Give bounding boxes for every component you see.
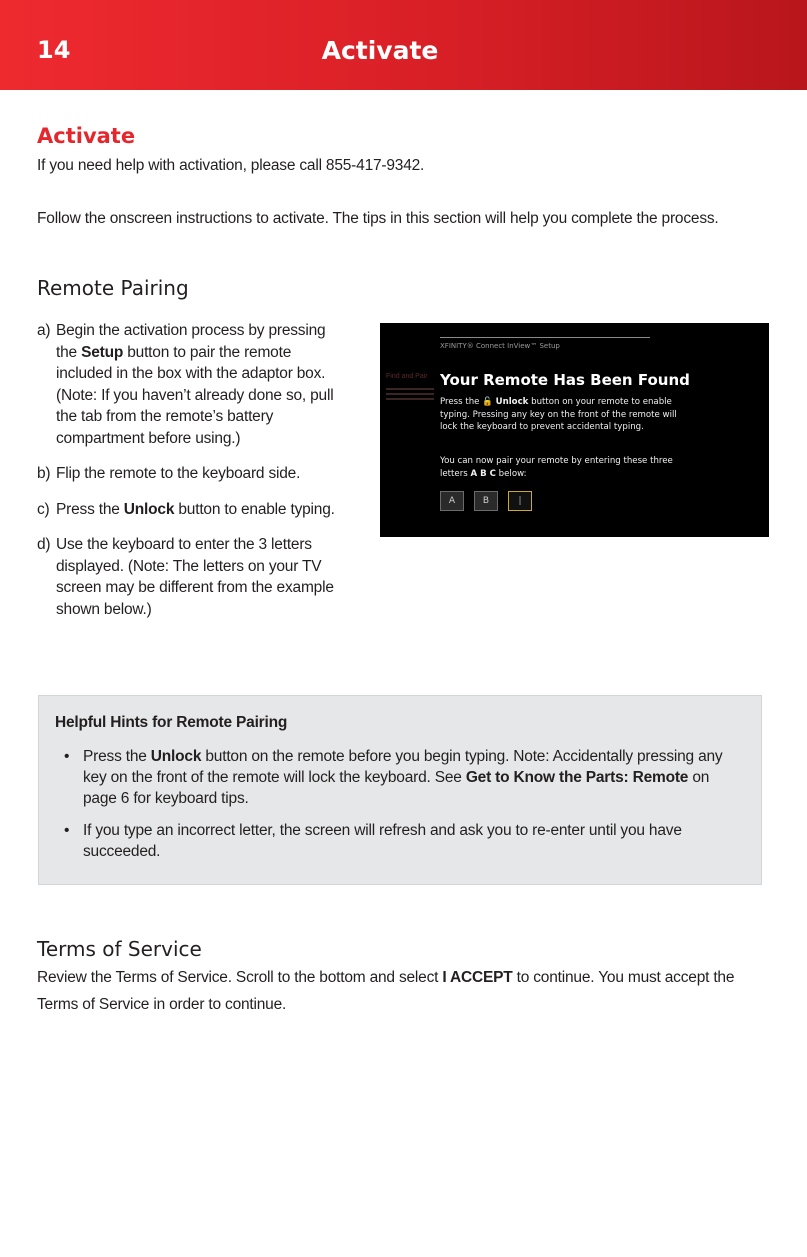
- terms-text-end: to continue. You must accept the Terms of Service in order to continue.: [37, 969, 735, 1013]
- i-accept-ref: I ACCEPT: [442, 969, 513, 986]
- hint-item-2: [64, 820, 733, 862]
- hint-text-mid: button on the remote before you begin typing. Note: Accidentally pressing any key on the front of the remote will lock the keyboard. See: [83, 748, 723, 786]
- background-menu-text: Find and Pair: [386, 373, 428, 380]
- remote-pairing-heading: Remote Pairing: [37, 276, 189, 300]
- pairing-step-a: [37, 320, 347, 449]
- step-label: c): [37, 500, 50, 518]
- letter-box-1: A: [440, 491, 464, 511]
- tv-brand-label: XFINITY® Connect InView™ Setup: [440, 342, 560, 350]
- letter-box-2: B: [474, 491, 498, 511]
- step-label: b): [37, 465, 51, 482]
- page-header-banner: [0, 0, 807, 90]
- unlock-button-ref: Unlock: [123, 500, 175, 518]
- tv-unlock-instructions: [440, 396, 680, 434]
- tv-pair-instructions: [440, 455, 680, 480]
- terms-text-start: Review the Terms of Service. Scroll to the bottom and select: [37, 969, 443, 986]
- divider: [440, 337, 650, 338]
- lock-icon: 🔓: [482, 397, 496, 407]
- hint-text-end: on page 6 for keyboard tips.: [83, 769, 710, 807]
- hint-text: If you type an incorrect letter, the screen will refresh and ask you to re-enter until you have succeeded.: [83, 822, 682, 860]
- bullet: •: [64, 822, 70, 839]
- terms-text: [37, 964, 762, 1018]
- helpful-hints-box: [38, 695, 762, 885]
- hint-text: Press the: [83, 748, 151, 765]
- parts-reference: Get to Know the Parts: Remote: [465, 769, 689, 786]
- activate-heading: Activate: [37, 124, 136, 148]
- bullet: •: [64, 748, 70, 765]
- pairing-step-c: [37, 499, 347, 521]
- step-label: d): [37, 536, 51, 553]
- step-text: Begin the activation process by pressing the: [56, 322, 326, 361]
- tv-text: Press the: [440, 397, 483, 407]
- step-text: Press the: [56, 500, 124, 518]
- tv-letters-bold: A B C: [470, 468, 496, 479]
- setup-button-ref: Setup: [81, 343, 124, 361]
- hint-item-1: [64, 746, 733, 809]
- tv-text-cont: button on your remote to enable typing. Pressing any key on the front of the remote will lock the keyboard to prevent accidental typing.: [440, 397, 677, 432]
- step-label: a): [37, 322, 51, 339]
- step-text-cont: button to pair the remote included in the box with the adaptor box. (Note: If you haven’t already done so, pull the tab from the remote’s battery compartment before using.): [56, 343, 334, 447]
- tv-unlock-bold: Unlock: [495, 397, 529, 407]
- letter-entry-boxes: [440, 491, 532, 511]
- background-menu-lines: [386, 388, 434, 403]
- page-title: Activate: [321, 36, 439, 65]
- tv-text-cont: below:: [495, 468, 527, 479]
- step-text: Flip the remote to the keyboard side.: [56, 465, 301, 482]
- activate-instructions-line: Follow the onscreen instructions to activate. The tips in this section will help you complete the process.: [37, 210, 719, 227]
- pairing-step-b: [37, 463, 347, 485]
- unlock-ref: Unlock: [150, 748, 202, 765]
- activate-help-line: If you need help with activation, please call 855-417-9342.: [37, 157, 425, 174]
- letter-box-3: |: [508, 491, 532, 511]
- tv-screenshot: [380, 323, 769, 537]
- step-text: Use the keyboard to enter the 3 letters displayed. (Note: The letters on your TV screen may be different from the example shown below.): [56, 536, 334, 618]
- pairing-steps-list: [37, 320, 347, 634]
- pairing-step-d: [37, 534, 347, 620]
- hints-title: Helpful Hints for Remote Pairing: [55, 714, 288, 731]
- tv-text: You can now pair your remote by entering these three letters: [440, 456, 673, 479]
- step-text-cont: button to enable typing.: [174, 500, 335, 518]
- tv-title: Your Remote Has Been Found: [440, 371, 690, 389]
- page-number: 14: [37, 36, 71, 64]
- terms-heading: Terms of Service: [37, 937, 202, 961]
